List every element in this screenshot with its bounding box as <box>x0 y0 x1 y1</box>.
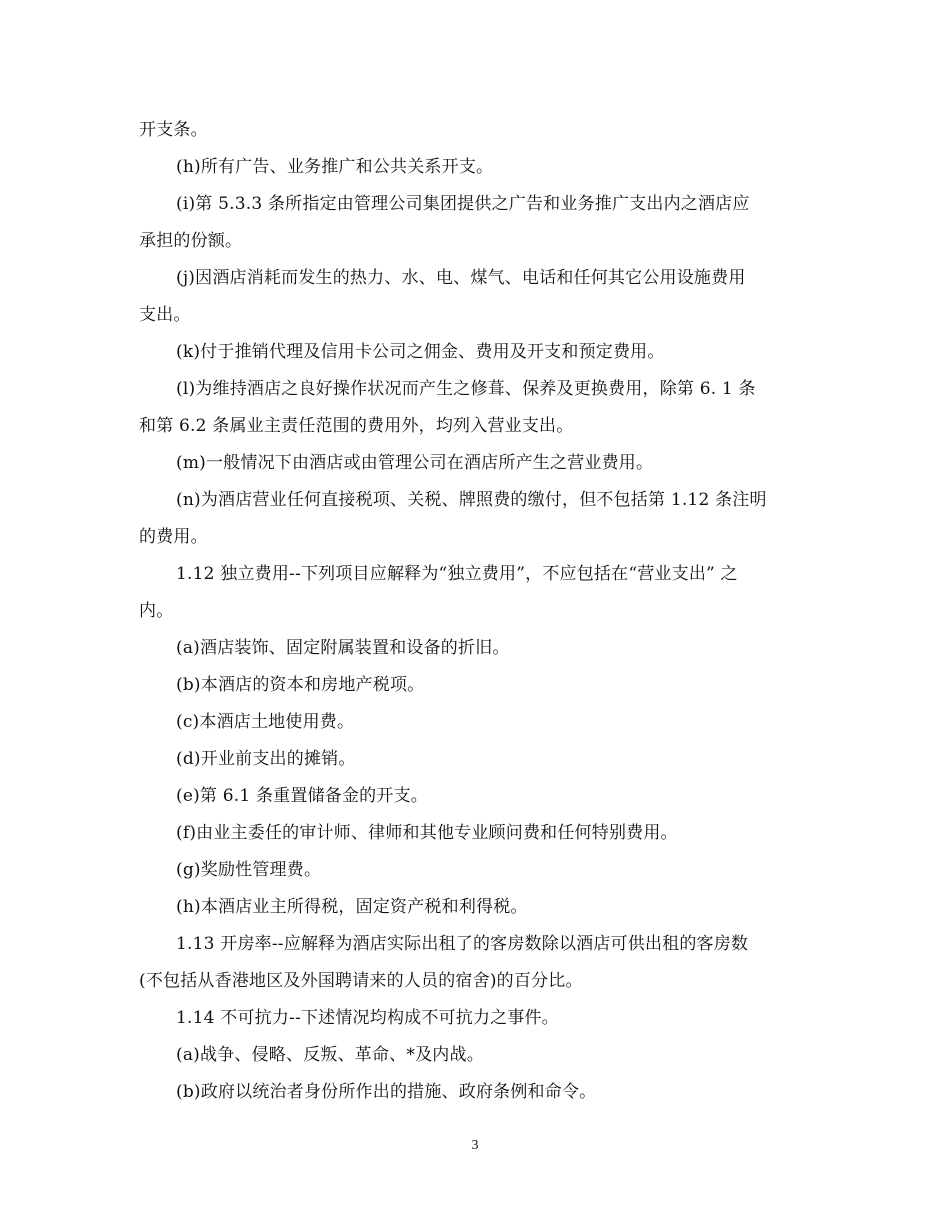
text-line: (f)由业主委任的审计师、律师和其他专业顾问费和任何特别费用。 <box>176 823 678 843</box>
page-number: 3 <box>471 1138 479 1153</box>
text-line: (a)战争、侵略、反叛、革命、*及内战。 <box>176 1045 484 1065</box>
text-line: (不包括从香港地区及外国聘请来的人员的宿舍)的百分比。 <box>139 971 583 991</box>
text-line: 和第 6.2 条属业主责任范围的费用外，均列入营业支出。 <box>139 416 574 436</box>
text-line: 开支条。 <box>139 120 208 140</box>
text-line: (k)付于推销代理及信用卡公司之佣金、费用及开支和预定费用。 <box>176 342 665 362</box>
text-line: (h)本酒店业主所得税，固定资产税和利得税。 <box>176 897 528 917</box>
text-line: (l)为维持酒店之良好操作状况而产生之修葺、保养及更换费用，除第 6. 1 条 <box>176 379 756 399</box>
text-line: 的费用。 <box>139 527 208 547</box>
text-line: 1.13 开房率--应解释为酒店实际出租了的客房数除以酒店可供出租的客房数 <box>176 934 749 954</box>
text-line: (c)本酒店土地使用费。 <box>176 712 355 732</box>
text-line: (d)开业前支出的摊销。 <box>176 749 356 769</box>
text-line: (i)第 5.3.3 条所指定由管理公司集团提供之广告和业务推广支出内之酒店应 <box>176 194 750 214</box>
text-line: (h)所有广告、业务推广和公共关系开支。 <box>176 157 494 177</box>
text-line: 支出。 <box>139 305 191 325</box>
text-line: (g)奖励性管理费。 <box>176 860 322 880</box>
text-line: (b)本酒店的资本和房地产税项。 <box>176 675 425 695</box>
text-line: (m)一般情况下由酒店或由管理公司在酒店所产生之营业费用。 <box>176 453 654 473</box>
text-line: 承担的份额。 <box>139 231 243 251</box>
text-line: (b)政府以统治者身份所作出的措施、政府条例和命令。 <box>176 1082 597 1102</box>
text-line: (n)为酒店营业任何直接税项、关税、牌照费的缴付，但不包括第 1.12 条注明 <box>176 490 767 510</box>
text-line: 1.12 独立费用--下列项目应解释为“独立费用”，不应包括在“营业支出” 之 <box>176 564 738 584</box>
text-line: (a)酒店装饰、固定附属装置和设备的折旧。 <box>176 638 510 658</box>
text-line: (e)第 6.1 条重置储备金的开支。 <box>176 786 428 806</box>
text-line: (j)因酒店消耗而发生的热力、水、电、煤气、电话和任何其它公用设施费用 <box>176 268 746 288</box>
text-line: 1.14 不可抗力--下述情况均构成不可抗力之事件。 <box>176 1008 559 1028</box>
text-line: 内。 <box>139 601 174 621</box>
